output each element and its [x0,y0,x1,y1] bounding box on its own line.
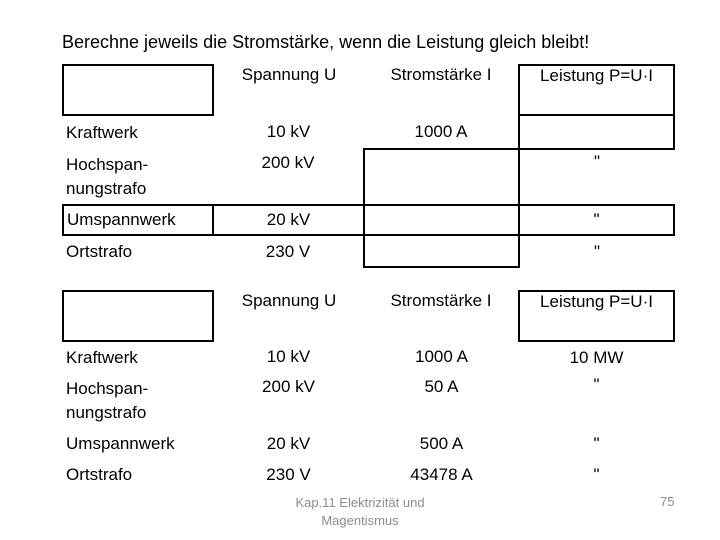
cell-spannung: 200 kV [261,153,315,172]
cell-spannung: 20 kV [266,434,311,453]
table-row [63,459,674,491]
cell-leistung: " [519,205,674,235]
cell-leistung: " [593,152,601,171]
cell-spannung: 10 kV [266,347,311,366]
row-name: Hochspan- nungstrafo [66,154,149,198]
cell-strom [364,149,519,205]
cell-strom [364,235,519,267]
task-title: Berechne jeweils die Stromstärke, wenn die Leistung gleich bleibt! [62,32,590,52]
page-number: 75 [660,494,675,509]
cell-leistung: " [593,375,600,394]
row-name: Umspannwerk [63,205,213,235]
row-name: Ortstrafo [66,241,133,261]
header-stromstaerke: Stromstärke I [390,65,492,84]
cell-leistung: " [593,465,600,484]
row-name: Kraftwerk [66,122,138,142]
cell-strom: 1000 A [414,121,468,141]
table-header-row [63,291,674,341]
cell-spannung: 200 kV [262,377,315,396]
table-row [63,205,674,235]
header-leistung: Leistung P=U·I [519,65,674,115]
header-spannung: Spannung U [241,291,337,310]
cell-strom [364,205,519,235]
cell-leistung: " [593,434,600,453]
table-row [63,341,674,373]
cell-strom: 43478 A [410,465,473,484]
table-row [63,429,674,459]
table-header-row [63,65,674,115]
cell-spannung: 230 V [266,465,311,484]
table-row [63,373,674,429]
cell-strom: 1000 A [415,347,468,366]
empty-header-cell [63,65,213,115]
cell-spannung: 10 kV [266,122,311,141]
row-name: Kraftwerk [66,347,138,367]
table-row [63,115,674,149]
table-row [63,235,674,267]
cell-leistung: 10 MW [569,347,624,367]
cell-leistung [519,115,674,149]
footer-chapter: Kap.11 Elektrizität und Magentismus [295,495,425,528]
header-spannung: Spannung U [241,65,337,84]
cell-leistung: " [593,241,601,261]
solution-table [62,290,675,491]
row-name: Hochspan- nungstrafo [66,379,149,422]
table-row [63,149,674,205]
row-name: Umspannwerk [66,434,175,453]
exercise-table [62,64,675,268]
cell-strom: 500 A [419,434,464,453]
empty-header-cell [63,291,213,341]
cell-spannung: 20 kV [213,205,364,235]
row-name: Ortstrafo [66,465,133,484]
header-leistung: Leistung P=U·I [519,291,674,341]
cell-strom: 50 A [424,377,459,396]
header-stromstaerke: Stromstärke I [390,291,492,310]
cell-spannung: 230 V [265,241,311,261]
